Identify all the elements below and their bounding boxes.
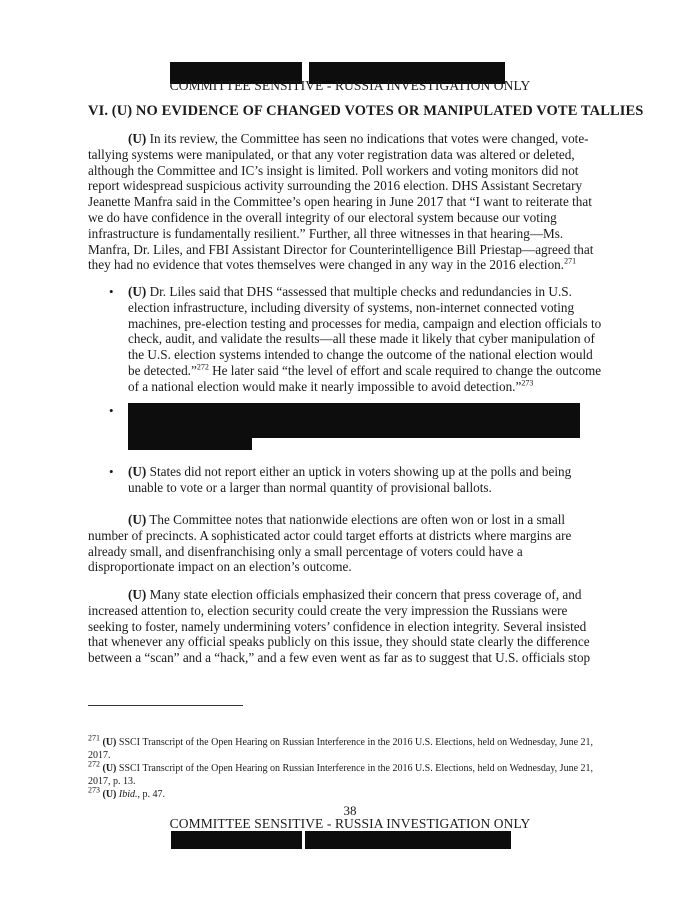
classification-marker: (U) bbox=[128, 512, 147, 527]
footnote-divider bbox=[88, 705, 243, 706]
classification-marker: (U) bbox=[128, 587, 147, 602]
paragraph-2-text: The Committee notes that nationwide elections are often won or lost in a small number of precincts. A sophisticated actor could target efforts at districts where margins are already small, and disenfranchising only a small percentage of voters could have a disproportionate impact on an election’s outcome. bbox=[88, 512, 572, 575]
paragraph-3 bbox=[88, 587, 608, 666]
bullet-icon: • bbox=[109, 284, 114, 299]
header-classification: COMMITTEE SENSITIVE - RUSSIA INVESTIGATION ONLY bbox=[169, 78, 531, 93]
footnote-ref-272: 272 bbox=[196, 362, 209, 372]
footnote-272 bbox=[88, 759, 608, 788]
footnote-number: 272 bbox=[88, 759, 100, 769]
bullet-icon: • bbox=[109, 464, 114, 479]
footnote-ref-271: 271 bbox=[564, 256, 577, 266]
bullet-1 bbox=[128, 284, 608, 395]
bullet-1-text-2: He later said “the level of effort and scale required to change the outcome of a national election would make it nearly impossible to avoid detection.” bbox=[128, 362, 602, 394]
redaction-bullet-tail bbox=[128, 436, 252, 450]
paragraph-2 bbox=[88, 512, 608, 575]
bullet-1-text: Dr. Liles said that DHS “assessed that multiple checks and redundancies in U.S. election infrastructure, including diversity of systems, non-internet connected voting machines, pre-election testing and processes for media, campaign and election officials to check, audit, and validate the results—all these made it likely that cyber manipulation of the U.S. election systems intended to change the outcome of the national election would be detected.” bbox=[128, 284, 602, 378]
footnote-ref-273: 273 bbox=[521, 378, 534, 388]
footnote-number: 271 bbox=[88, 733, 100, 743]
redaction-bottom-left bbox=[171, 831, 302, 849]
classification-marker: (U) bbox=[102, 789, 117, 800]
classification-marker: (U) bbox=[128, 131, 147, 146]
redaction-bullet-block bbox=[128, 403, 580, 438]
footnote-number: 273 bbox=[88, 785, 100, 795]
page-number: 38 bbox=[343, 803, 357, 818]
footnote-text: SSCI Transcript of the Open Hearing on Russian Interference in the 2016 U.S. Elections, held on Wednesday, June 21, 2017, p. 13. bbox=[88, 763, 594, 787]
footer-classification: COMMITTEE SENSITIVE - RUSSIA INVESTIGATION ONLY bbox=[169, 816, 531, 831]
footnote-text: SSCI Transcript of the Open Hearing on Russian Interference in the 2016 U.S. Elections, held on Wednesday, June 21, 2017. bbox=[88, 737, 594, 761]
footnote-273 bbox=[88, 785, 608, 802]
footnote-text: , p. 47. bbox=[137, 789, 165, 800]
bullet-3 bbox=[128, 464, 608, 496]
footnote-271 bbox=[88, 733, 608, 762]
bullet-icon: • bbox=[109, 403, 114, 418]
section-heading: VI. (U) NO EVIDENCE OF CHANGED VOTES OR MANIPULATED VOTE TALLIES bbox=[88, 103, 644, 119]
classification-marker: (U) bbox=[128, 284, 147, 299]
redaction-bottom-right bbox=[305, 831, 511, 849]
paragraph-1-text: In its review, the Committee has seen no indications that votes were changed, vote-tallying systems were manipulated, or that any voter registration data was altered or deleted, although the Committee and IC’s insight is limited. Poll workers and voting monitors did not report widespread suspicious activity surrounding the 2016 election. DHS Assistant Secretary Jeanette Manfra said in the Committee’s open hearing in June 2017 that “I want to reiterate that we do have confidence in the overall integrity of our electoral system because our voting infrastructure is fundamentally resilient.” Further, all three witnesses in that hearing—Ms. Manfra, Dr. Liles, and FBI Assistant Director for Counterintelligence Bill Priestap—agreed that they had no evidence that votes themselves were changed in any way in the 2016 election. bbox=[88, 131, 594, 273]
classification-marker: (U) bbox=[128, 464, 147, 479]
paragraph-3-text: Many state election officials emphasized their concern that press coverage of, and increased attention to, election security could create the very impression the Russians were seeking to foster, namely undermining voters’ confidence in election integrity. Several insisted that whenever any official speaks publicly on this issue, they should state clearly the difference between a “scan” and a “hack,” and a few even went as far as to suggest that U.S. officials stop bbox=[88, 587, 591, 666]
classification-marker: (U) bbox=[102, 763, 117, 774]
paragraph-1 bbox=[88, 131, 608, 273]
footnote-ibid: Ibid. bbox=[118, 789, 138, 800]
classification-marker: (U) bbox=[102, 737, 117, 748]
bullet-3-text: States did not report either an uptick in voters showing up at the polls and being unable to vote or a larger than normal quantity of provisional ballots. bbox=[128, 464, 572, 495]
